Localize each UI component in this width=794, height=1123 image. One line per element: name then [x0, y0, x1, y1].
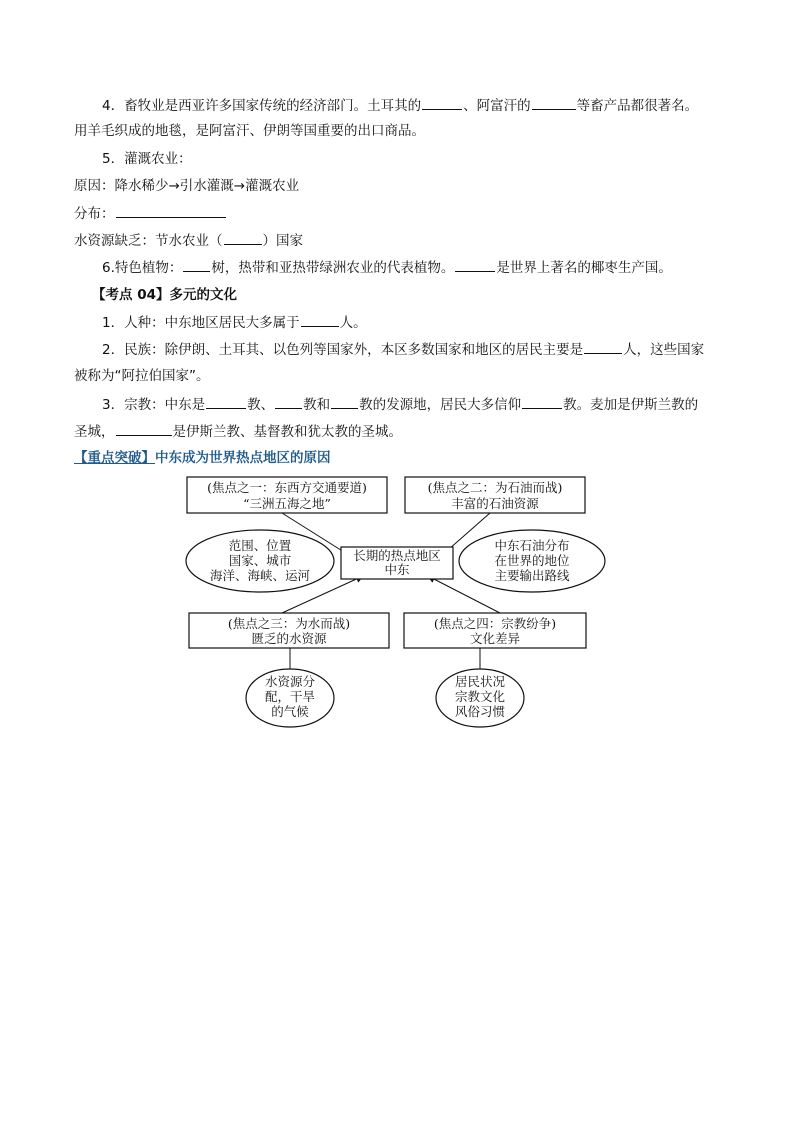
ellipse-location-line3: 海洋、海峡、运河 [209, 568, 311, 583]
item5-water-a: 水资源缺乏：节水农业（ [74, 233, 223, 249]
oval-water-line1: 水资源分 [264, 674, 316, 689]
box-focus-3 [189, 613, 389, 648]
item4-text-b: 、阿富汗的 [463, 98, 531, 114]
box-focus-4-line2: 文化差异 [469, 631, 521, 646]
culture-race-b: 人。 [339, 315, 367, 331]
culture-race-line [102, 313, 752, 332]
blank [301, 313, 339, 327]
box-focus-3-line1: (焦点之三：为水而战) [227, 616, 351, 631]
item4-text-a: 4．畜牧业是西亚许多国家传统的经济部门。土耳其的 [102, 98, 422, 114]
blank [116, 422, 172, 436]
center-box-hotspot [341, 547, 453, 579]
box-focus-1-line1: (焦点之一：东西方交通要道) [207, 480, 367, 495]
ellipse-location-line1: 范围、位置 [228, 538, 292, 553]
hotspot-diagram [170, 470, 610, 730]
blank [522, 395, 562, 409]
ellipse-oil [459, 530, 605, 592]
culture-religion-line1 [102, 395, 752, 414]
item4-line1 [102, 96, 752, 115]
culture-race-a: 1．人种：中东地区居民大多属于 [102, 315, 300, 331]
blank [116, 204, 226, 218]
oval-water [246, 669, 334, 727]
box-focus-4 [404, 613, 586, 648]
item4-text-c: 等畜产品都很著名。 [576, 98, 699, 114]
ellipse-oil-line1: 中东石油分布 [494, 538, 570, 553]
ellipse-location [186, 530, 334, 592]
blank [331, 395, 358, 409]
oval-culture-line2: 宗教文化 [454, 689, 506, 704]
item5-water-b: ）国家 [262, 233, 303, 249]
section-04-title: 【考点 04】多元的文化 [92, 287, 237, 303]
item6-text-b: 树，热带和亚热带绿洲农业的代表植物。 [211, 260, 455, 276]
box-focus-4-line1: (焦点之四：宗教纷争) [433, 616, 557, 631]
focus-title: 中东成为世界热点地区的原因 [155, 450, 331, 466]
center-box-line1: 长期的热点地区 [353, 548, 441, 563]
blank [206, 395, 246, 409]
blank [455, 258, 495, 272]
oval-water-line3: 的气候 [271, 704, 309, 719]
blank [183, 258, 210, 272]
center-box-line2: 中东 [384, 562, 410, 577]
box-focus-2 [405, 477, 585, 513]
box-focus-1-line2: “三洲五海之地” [243, 496, 331, 511]
culture-nation-line1 [102, 340, 752, 359]
box-focus-1 [187, 477, 387, 513]
item6-text-a: 6.特色植物： [102, 260, 183, 276]
culture-religion-d: 教的发源地，居民大多信仰 [359, 397, 522, 413]
culture-religion-g: 是伊斯兰教、基督教和犹太教的圣城。 [172, 424, 402, 440]
oval-water-line2: 配，干旱 [264, 689, 316, 704]
item6-text-c: 是世界上著名的椰枣生产国。 [496, 260, 672, 276]
culture-religion-f: 圣城， [74, 424, 115, 440]
blank [224, 231, 262, 245]
box-focus-2-line1: (焦点之二：为石油而战) [427, 480, 563, 495]
item5-distribution: 分布： [74, 206, 115, 222]
blank [422, 96, 462, 110]
item5-heading: 5．灌溉农业： [102, 151, 192, 167]
culture-religion-b: 教、 [247, 397, 275, 413]
culture-religion-c: 教和 [303, 397, 331, 413]
oval-culture [436, 669, 524, 727]
culture-nation-line2: 被称为“阿拉伯国家”。 [74, 368, 210, 384]
item6-line [102, 258, 752, 277]
oval-culture-line3: 风俗习惯 [454, 704, 506, 719]
focus-tag: 【重点突破】 [74, 450, 155, 466]
ellipse-oil-line3: 主要输出路线 [494, 568, 570, 583]
item5-distribution-line [74, 204, 724, 223]
item4-line2: 用羊毛织成的地毯，是阿富汗、伊朗等国重要的出口商品。 [74, 123, 425, 139]
culture-religion-a: 3．宗教：中东是 [102, 397, 206, 413]
blank [532, 96, 576, 110]
culture-religion-e: 教。麦加是伊斯兰教的 [563, 397, 699, 413]
oval-culture-line1: 居民状况 [454, 674, 506, 689]
blank [584, 340, 622, 354]
item5-water-line [74, 231, 724, 250]
ellipse-location-line2: 国家、城市 [228, 553, 292, 568]
box-focus-3-line2: 匮乏的水资源 [251, 631, 327, 646]
item5-reason: 原因：降水稀少→引水灌溉→灌溉农业 [74, 178, 300, 194]
culture-nation-b: 人，这些国家 [623, 342, 705, 358]
blank [275, 395, 302, 409]
focus-heading [74, 449, 724, 467]
ellipse-oil-line2: 在世界的地位 [494, 553, 570, 568]
box-focus-2-line2: 丰富的石油资源 [451, 496, 539, 511]
culture-religion-line2 [74, 422, 724, 441]
culture-nation-a: 2．民族：除伊朗、土耳其、以色列等国家外，本区多数国家和地区的居民主要是 [102, 342, 584, 358]
